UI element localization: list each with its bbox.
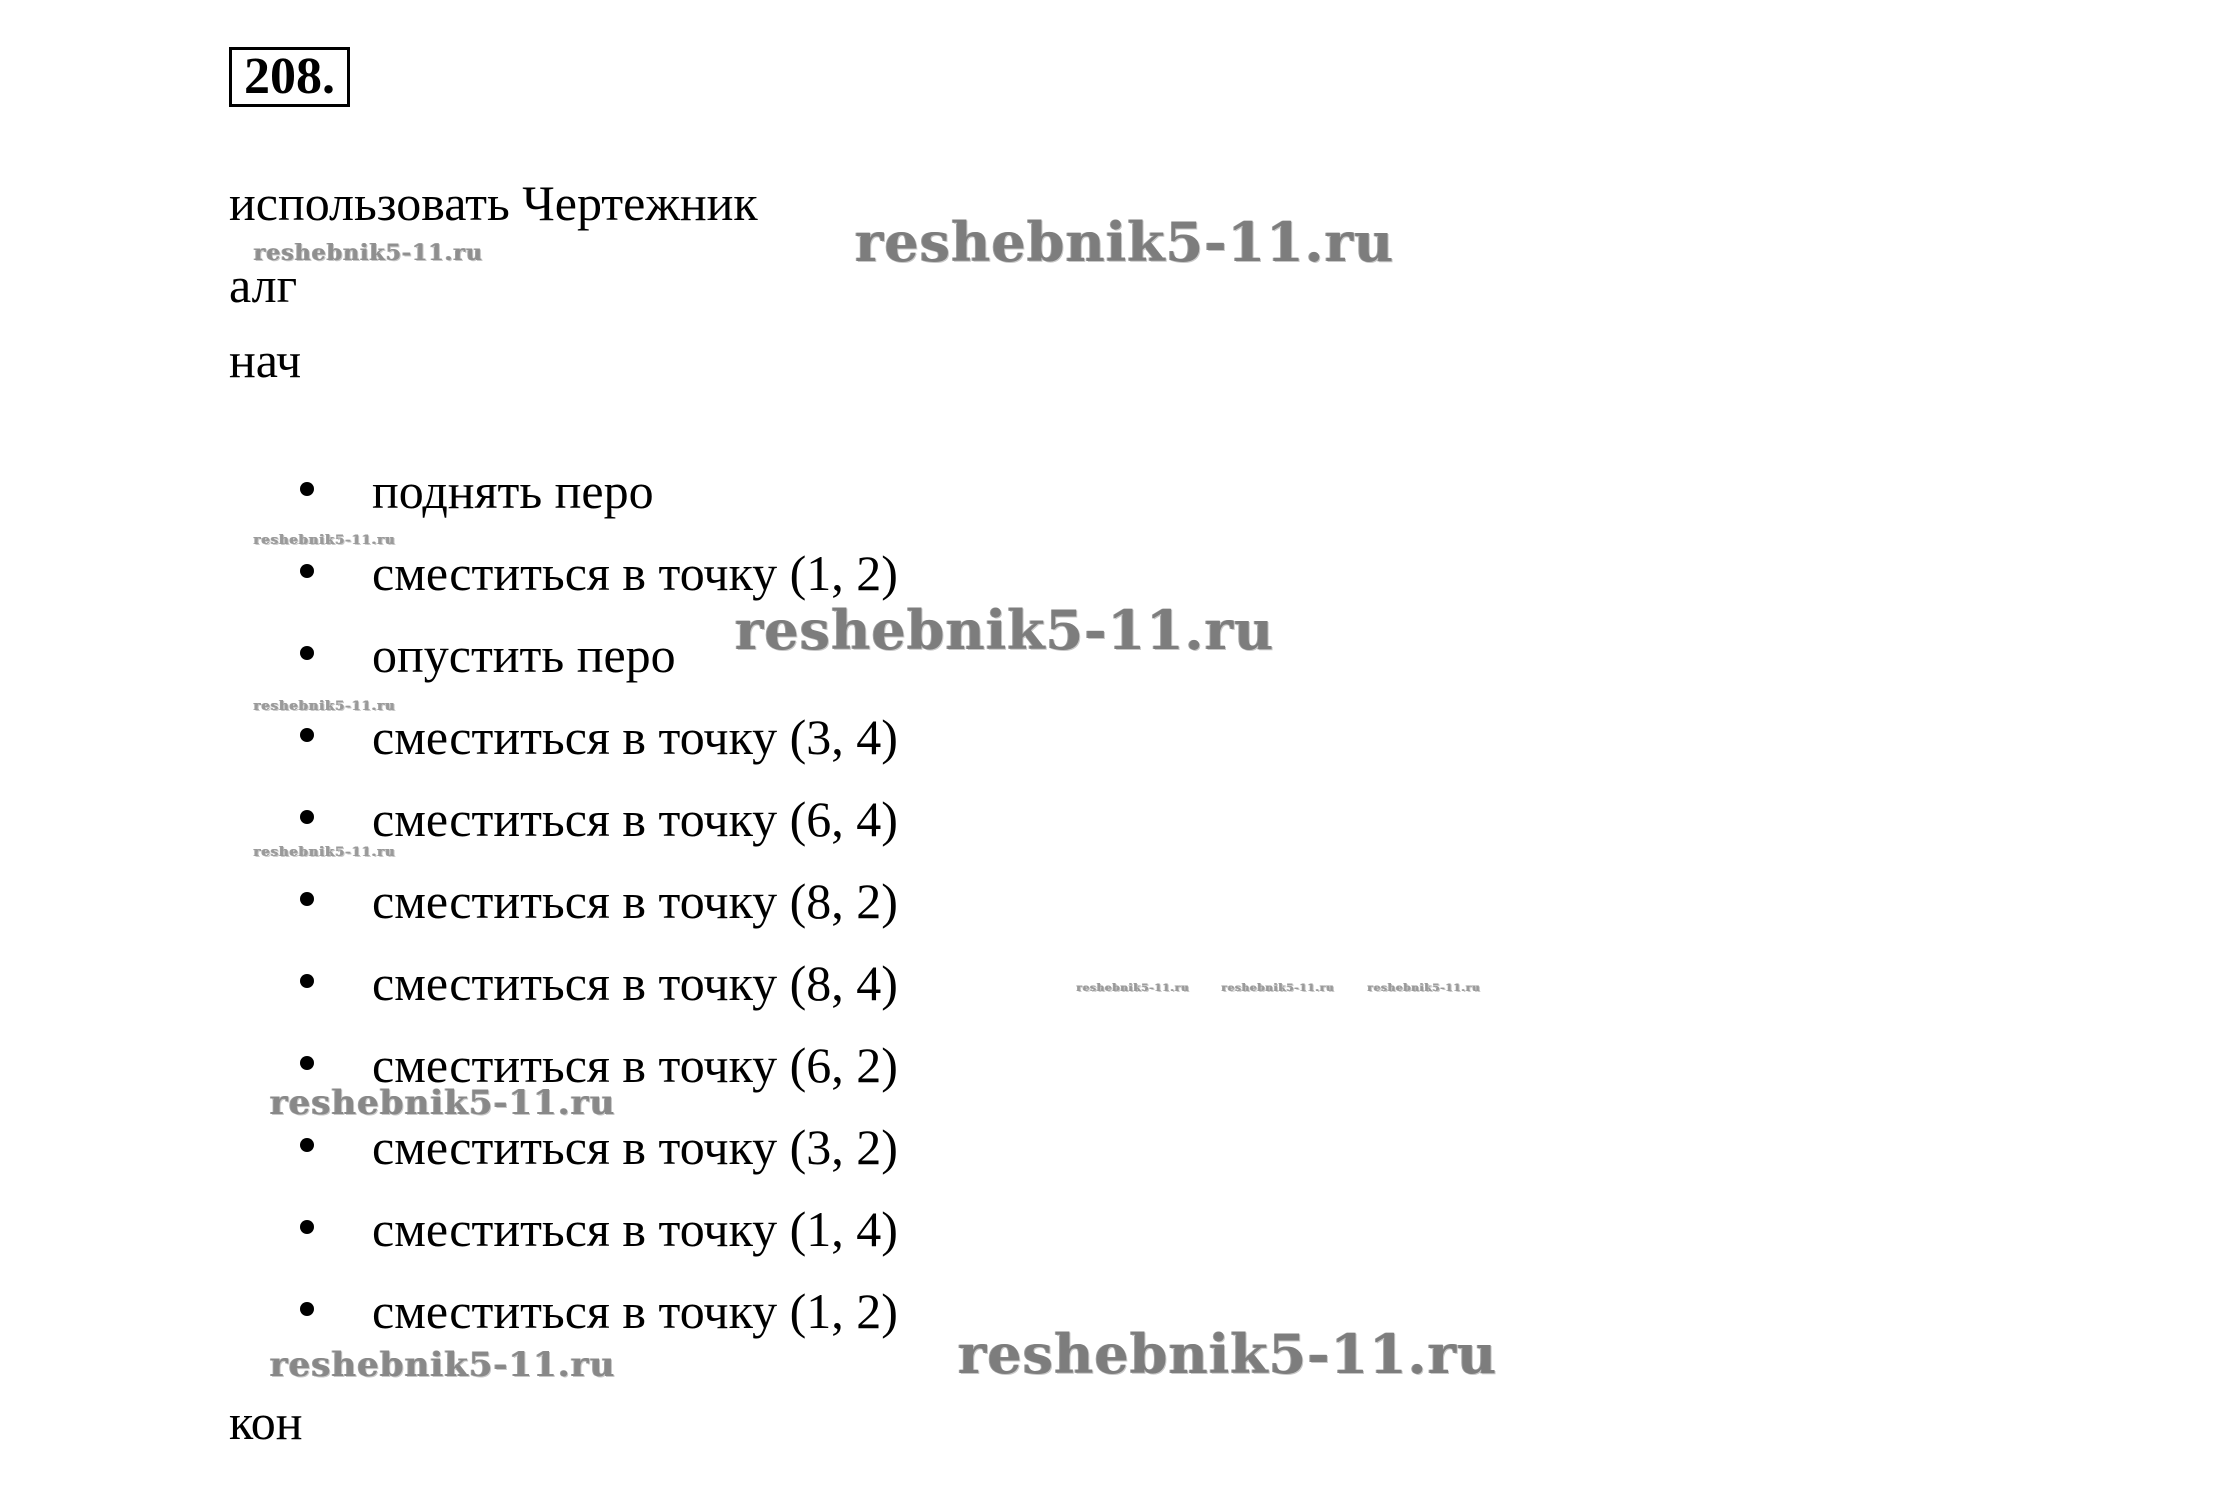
watermark: reshebnik5-11.ru [254, 699, 397, 714]
list-item [300, 1270, 898, 1352]
watermark: reshebnik5-11.ru [254, 240, 484, 266]
step-text: сместиться в точку (3, 2) [372, 1119, 898, 1175]
bullet-icon [300, 1302, 314, 1316]
list-item [300, 942, 898, 1024]
step-text: опустить перо [372, 627, 676, 683]
step-text: сместиться в точку (8, 4) [372, 955, 898, 1011]
bullet-icon [300, 1220, 314, 1234]
end-line: кон [229, 1394, 303, 1450]
watermark: reshebnik5-11.ru [1077, 983, 1190, 994]
step-text: сместиться в точку (1, 2) [372, 545, 898, 601]
step-text: сместиться в точку (1, 4) [372, 1201, 898, 1257]
list-item [300, 1188, 898, 1270]
bullet-icon [300, 1138, 314, 1152]
watermark: reshebnik5-11.ru [958, 1322, 1498, 1386]
alg-line: алг [229, 257, 298, 313]
problem-number: 208. [229, 47, 350, 107]
bullet-icon [300, 646, 314, 660]
list-item [300, 450, 898, 532]
use-drawer-line: использовать Чертежник [229, 175, 758, 231]
bullet-icon [300, 728, 314, 742]
bullet-icon [300, 974, 314, 988]
step-text: сместиться в точку (6, 2) [372, 1037, 898, 1093]
watermark: reshebnik5-11.ru [270, 1345, 616, 1385]
steps-list [300, 450, 898, 1352]
start-line: нач [229, 332, 302, 388]
bullet-icon [300, 482, 314, 496]
step-text: сместиться в точку (6, 4) [372, 791, 898, 847]
step-text: сместиться в точку (3, 4) [372, 709, 898, 765]
step-text: сместиться в точку (1, 2) [372, 1283, 898, 1339]
bullet-icon [300, 1056, 314, 1070]
watermark: reshebnik5-11.ru [254, 533, 397, 548]
watermark: reshebnik5-11.ru [254, 845, 397, 860]
bullet-icon [300, 810, 314, 824]
list-item [300, 860, 898, 942]
bullet-icon [300, 892, 314, 906]
watermark: reshebnik5-11.ru [1222, 983, 1335, 994]
watermark: reshebnik5-11.ru [735, 598, 1275, 662]
watermark: reshebnik5-11.ru [270, 1083, 616, 1123]
step-text: сместиться в точку (8, 2) [372, 873, 898, 929]
bullet-icon [300, 564, 314, 578]
step-text: поднять перо [372, 463, 654, 519]
watermark: reshebnik5-11.ru [855, 210, 1395, 274]
watermark: reshebnik5-11.ru [1368, 983, 1481, 994]
